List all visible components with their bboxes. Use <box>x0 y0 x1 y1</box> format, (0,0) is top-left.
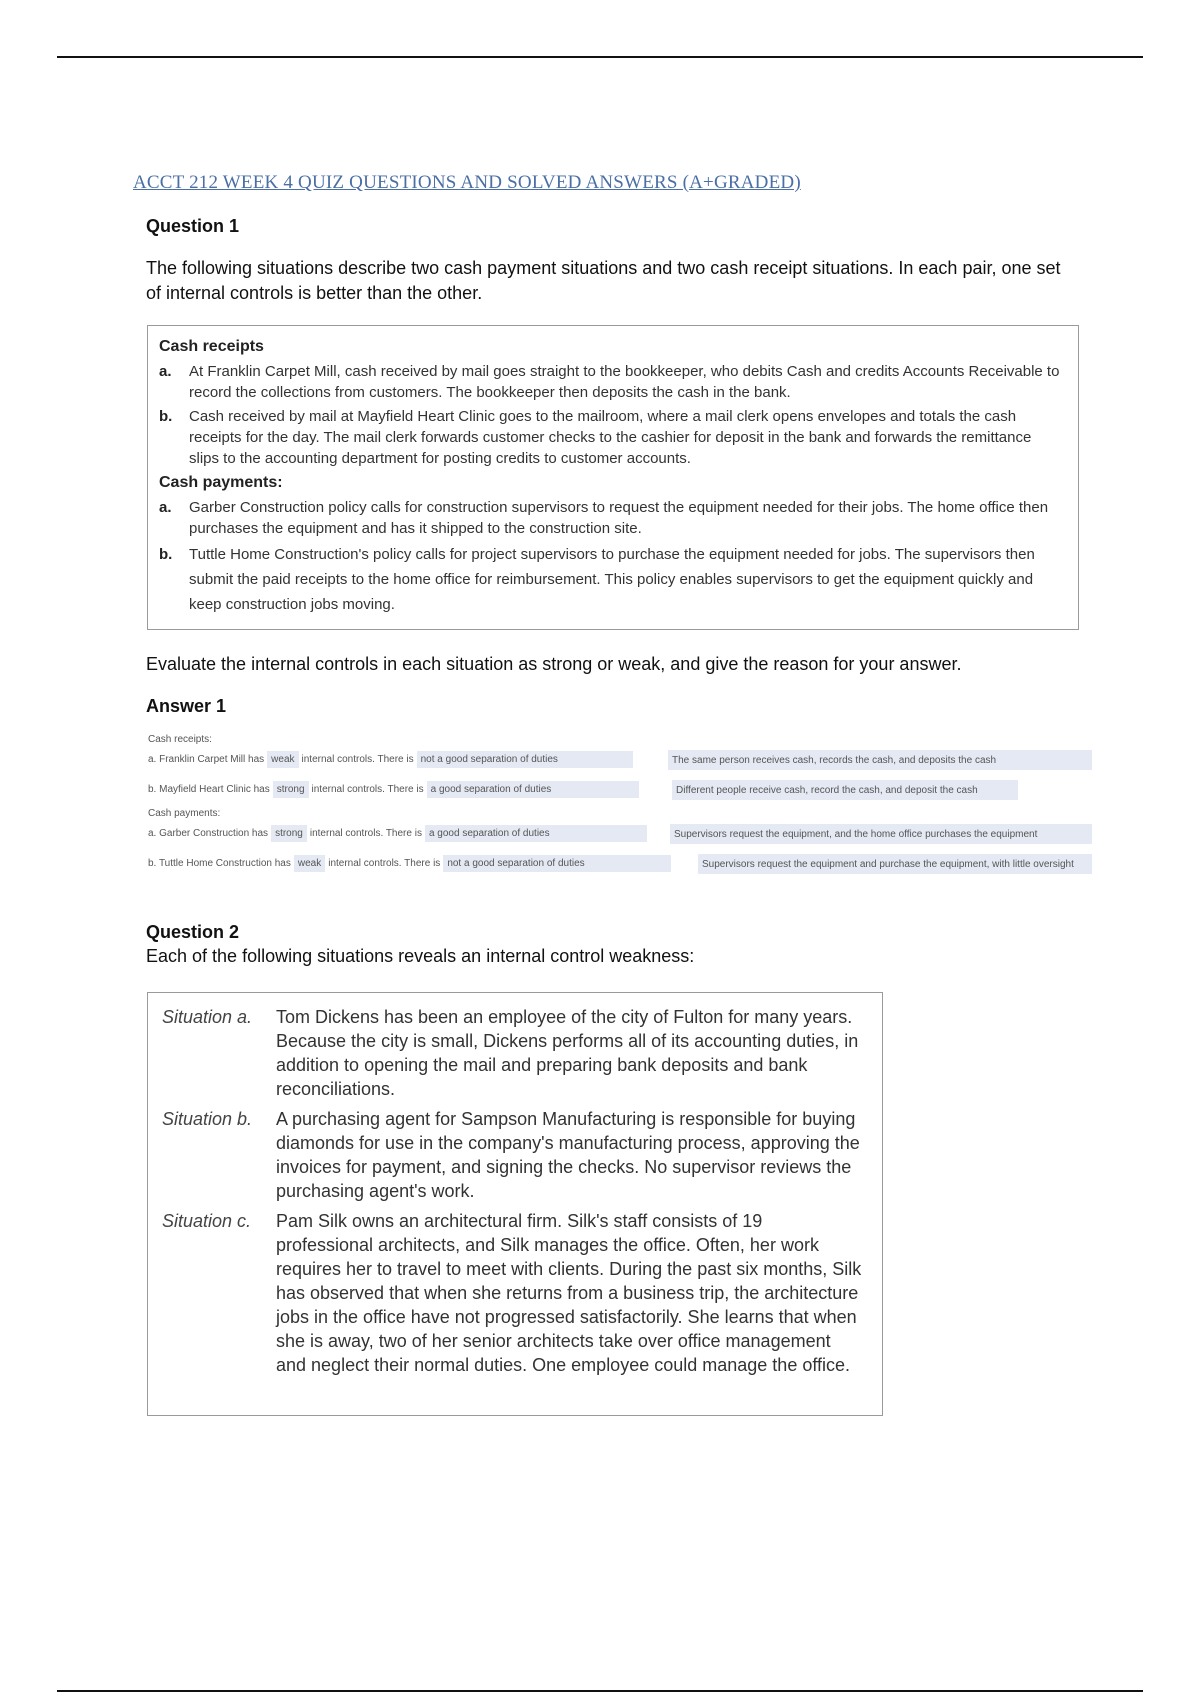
payment-item <box>159 542 1064 617</box>
answer-mid: internal controls. There is <box>328 857 441 869</box>
answer-mid: internal controls. There is <box>309 827 422 839</box>
reason-field[interactable]: Different people receive cash, record the cash, and deposit the cash <box>672 780 1018 800</box>
answer-row <box>148 778 642 800</box>
question-2-situations-box <box>147 992 883 1416</box>
item-label: b. <box>159 546 173 563</box>
answer-lead: b. Mayfield Heart Clinic has <box>148 783 270 795</box>
cash-receipts-title: Cash receipts <box>159 338 264 355</box>
reason-field[interactable]: The same person receives cash, records the cash, and deposits the cash <box>668 750 1092 770</box>
question-2-heading: Question 2 <box>146 922 240 942</box>
reason-field[interactable]: Supervisors request the equipment, and the home office purchases the equipment <box>670 824 1092 844</box>
bottom-rule <box>57 1690 1143 1692</box>
answer-lead: a. Garber Construction has <box>148 827 269 839</box>
question-1-heading: Question 1 <box>146 216 240 236</box>
item-text: Garber Construction policy calls for construction supervisors to request the equipment needed for their jobs. The home office then purchases the equipment and has it shipped to the construction site. <box>189 499 1049 537</box>
receipt-item <box>159 361 1064 403</box>
answer-mid: internal controls. There is <box>301 753 414 765</box>
question-1-situations-box <box>147 325 1079 630</box>
item-label: a. <box>159 499 172 516</box>
answer-mid: internal controls. There is <box>311 783 424 795</box>
situation-label: Situation b. <box>162 1109 253 1129</box>
situation-text: A purchasing agent for Sampson Manufacturing is responsible for buying diamonds for use in the company's manufacturing process, approving the invoices for payment, and signing the checks. No supervisor reviews the purchasing agent's work. <box>276 1109 860 1201</box>
question-1-intro: The following situations describe two cash payment situations and two cash receipt situations. In each pair, one set of internal controls is better than the other. <box>146 258 1061 303</box>
answer-row <box>148 822 650 844</box>
answer-lead: a. Franklin Carpet Mill has <box>148 753 265 765</box>
question-1-instruction: Evaluate the internal controls in each situation as strong or weak, and give the reason for your answer. <box>146 654 962 674</box>
situation-label: Situation a. <box>162 1007 253 1027</box>
payment-item <box>159 497 1064 539</box>
finding-field[interactable]: not a good separation of duties <box>443 855 671 872</box>
top-rule <box>57 56 1143 58</box>
situation-label: Situation c. <box>162 1211 252 1231</box>
situation-text: Pam Silk owns an architectural firm. Silk's staff consists of 19 professional architects, and Silk manages the office. Often, her work requires her to travel to meet with clients. During the past six months, Silk has observed that when she returns from a business trip, the architecture jobs in the office have not progressed satisfactorily. She learns that when she is away, two of her senior architects take over office management and neglect their normal duties. One employee could manage the office. <box>276 1211 862 1375</box>
reason-field[interactable]: Supervisors request the equipment and purchase the equipment, with little oversight <box>698 854 1092 874</box>
item-label: b. <box>159 408 173 425</box>
answer-row <box>148 852 674 874</box>
answer-cash-payments-label: Cash payments: <box>148 808 221 819</box>
rating-field[interactable]: strong <box>271 825 307 842</box>
answer-lead: b. Tuttle Home Construction has <box>148 857 291 869</box>
situation-item <box>162 1209 864 1377</box>
finding-field[interactable]: not a good separation of duties <box>417 751 633 768</box>
item-label: a. <box>159 363 172 380</box>
item-text: At Franklin Carpet Mill, cash received by mail goes straight to the bookkeeper, who debits Cash and credits Accounts Receivable to record the collections from customers. The bookkeeper then deposits the cash in the bank. <box>189 363 1060 401</box>
finding-field[interactable]: a good separation of duties <box>425 825 647 842</box>
item-text: Cash received by mail at Mayfield Heart Clinic goes to the mailroom, where a mail clerk opens envelopes and totals the cash receipts for the day. The mail clerk forwards customer checks to the cashier for deposit in the bank and forwards the remittance slips to the accounting department for posting credits to customer accounts. <box>189 408 1032 467</box>
situation-item <box>162 1005 864 1101</box>
item-text: Tuttle Home Construction's policy calls for project supervisors to purchase the equipment needed for jobs. The supervisors then submit the paid receipts to the home office for reimbursement. This policy enables supervisors to get the equipment quickly and keep construction jobs moving. <box>189 546 1035 613</box>
receipt-item <box>159 406 1064 469</box>
rating-field[interactable]: weak <box>267 751 298 768</box>
document-title: ACCT 212 WEEK 4 QUIZ QUESTIONS AND SOLVED ANSWERS (A+GRADED) <box>133 172 801 193</box>
answer-row <box>148 748 636 770</box>
finding-field[interactable]: a good separation of duties <box>427 781 639 798</box>
situation-text: Tom Dickens has been an employee of the city of Fulton for many years. Because the city is small, Dickens performs all of its accounting duties, in addition to opening the mail and preparing bank deposits and bank reconciliations. <box>276 1007 859 1099</box>
rating-field[interactable]: strong <box>273 781 309 798</box>
answer-cash-receipts-label: Cash receipts: <box>148 734 212 745</box>
question-2-intro: Each of the following situations reveals an internal control weakness: <box>146 946 695 966</box>
situation-item <box>162 1107 864 1203</box>
cash-payments-title: Cash payments: <box>159 474 283 491</box>
answer-1-heading: Answer 1 <box>146 696 227 716</box>
rating-field[interactable]: weak <box>294 855 325 872</box>
